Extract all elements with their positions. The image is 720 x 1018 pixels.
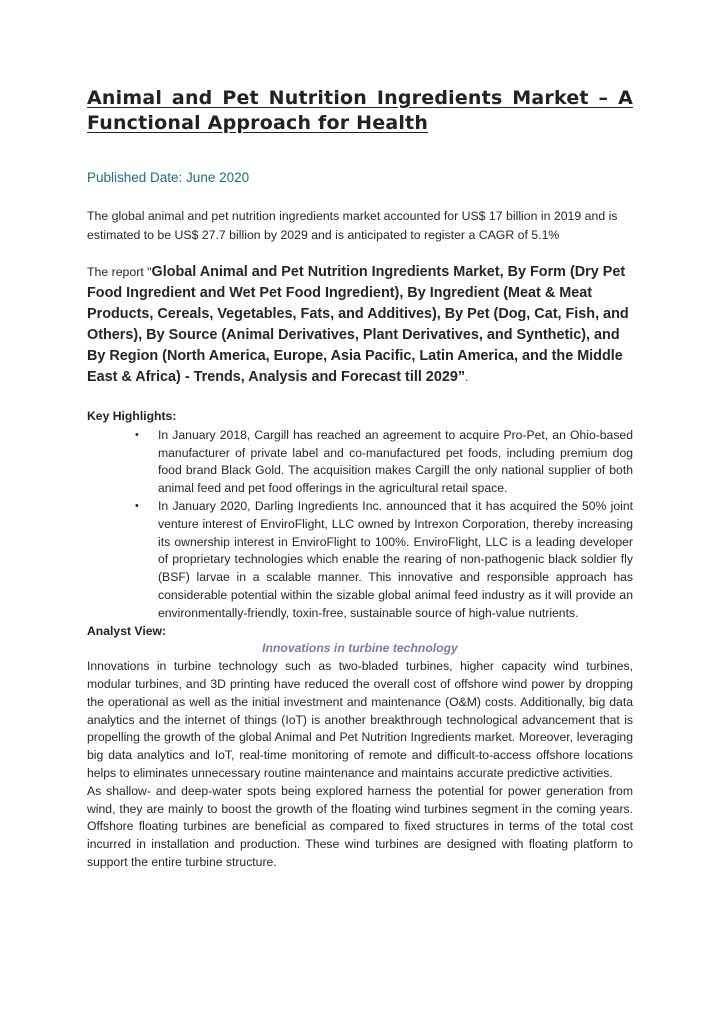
highlight-text: In January 2020, Darling Ingredients Inc. announced that it has acquired the 50% joint venture interest of EnviroFlight, LLC owned by Intrexon Corporation, thereby increasing its ownership interest in EnviroFlight to 100%. EnviroFlight, LLC is a leading developer of proprietary technologies which enable the rearing of non-pathogenic black soldier fly (BSF) larvae in a scalable manner. This innovative and responsible approach has considerable potential within the sizable global animal feed industry as it will provide an environmentally-friendly, toxin-free, sustainable source of high-value nutrients.: [158, 498, 633, 620]
body-paragraph: Innovations in turbine technology such as two-bladed turbines, higher capacity wind turbines, modular turbines, and 3D printing have reduced the overall cost of offshore wind power by dropping the operational as well as the initial investment and maintenance (O&M) costs. Additionally, big data analytics and the internet of things (IoT) is another breakthrough technological advancement that is propelling the growth of the global Animal and Pet Nutrition Ingredients market. Moreover, leveraging big data analytics and IoT, real-time monitoring of remote and difficult-to-access offshore locations helps to eliminates unnecessary routine maintenance and maintains accurate predictive activities.: [87, 659, 633, 780]
body-paragraph: As shallow- and deep-water spots being explored harness the potential for power generation from wind, they are mainly to boost the growth of the floating wind turbines segment in the coming years. Offshore floating turbines are beneficial as compared to fixed structures in terms of the total cost incurred in installation and production. These wind turbines are designed with floating platform to support the entire turbine structure.: [87, 783, 633, 869]
report-title: Global Animal and Pet Nutrition Ingredients Market, By Form (Dry Pet Food Ingredient and Wet Pet Food Ingredient), By Ingredient (Meat & Meat Products, Cereals, Vegetables, Fats, and Additives), By Pet (Dog, Cat, Fish, and Others), By Source (Animal Derivatives, Plant Derivatives, and Synthetic), and By Region (North America, Europe, Asia Pacific, Latin America, and the Middle East & Africa) - Trends, Analysis and Forecast till 2029”: [87, 264, 629, 385]
report-paragraph: [87, 262, 633, 388]
bullet-icon: •: [135, 428, 139, 441]
published-date: Published Date: June 2020: [87, 170, 250, 185]
highlight-item: [135, 427, 633, 498]
intro-paragraph: The global animal and pet nutrition ingredients market accounted for US$ 17 billion in 2019 and is estimated to be US$ 27.7 billion by 2029 and is anticipated to register a CAGR of 5.1%: [87, 209, 618, 242]
analyst-view-heading: Analyst View:: [87, 623, 167, 638]
highlights-list: [87, 427, 633, 623]
section-subheading: Innovations in turbine technology: [262, 641, 458, 656]
highlight-text: In January 2018, Cargill has reached an agreement to acquire Pro-Pet, an Ohio-based manufacturer of private label and co-manufactured pet foods, including premium dog food brand Black Gold. The acquisition makes Cargill the only national supplier of both animal feed and pet food offerings in the agricultural retail space.: [158, 427, 633, 496]
report-prefix: The report ": [87, 265, 152, 279]
key-highlights-heading: Key Highlights:: [87, 409, 177, 423]
document-page: [87, 86, 633, 872]
highlight-item: [135, 498, 633, 623]
bullet-icon: •: [135, 499, 139, 512]
document-title: Animal and Pet Nutrition Ingredients Market – A Functional Approach for Health: [87, 87, 633, 134]
report-suffix: .: [465, 370, 469, 384]
